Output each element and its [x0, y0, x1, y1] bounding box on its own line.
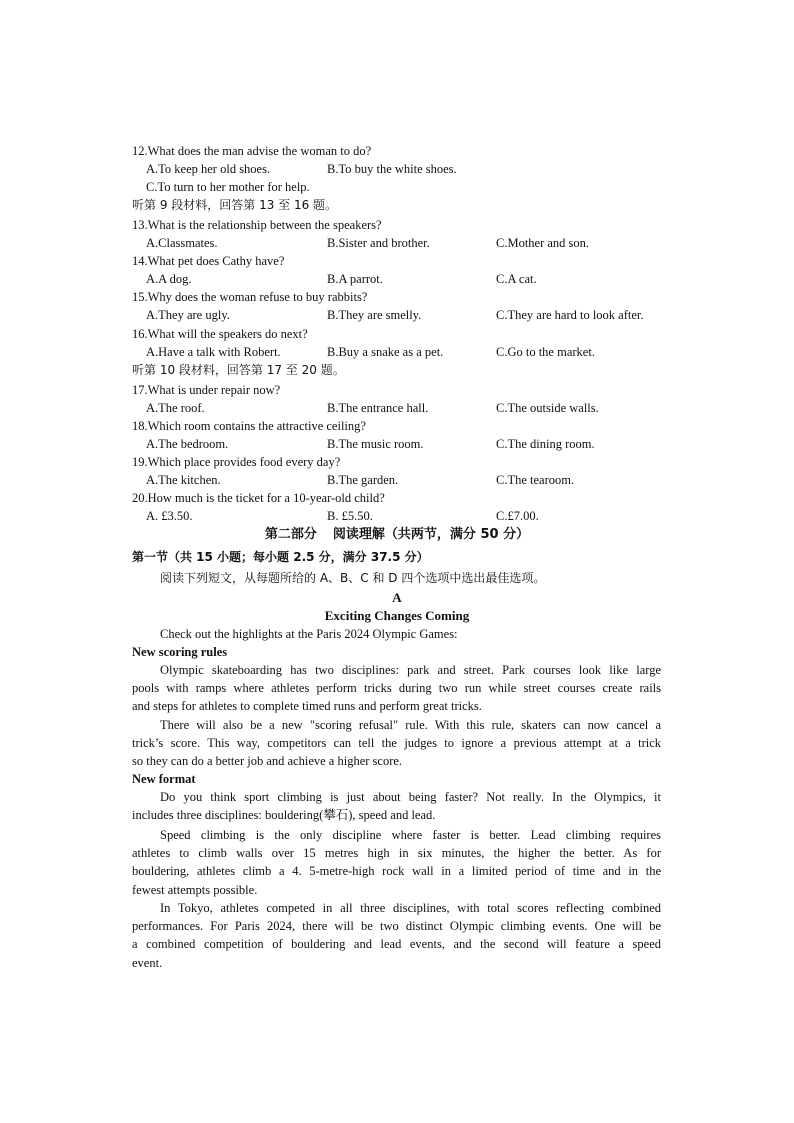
q20-option-c: C.£7.00. — [496, 509, 539, 523]
question-15: 15.Why does the woman refuse to buy rabbits? — [132, 290, 368, 304]
q20-option-a: A. £3.50. — [146, 509, 193, 523]
question-16: 16.What will the speakers do next? — [132, 327, 308, 341]
section-one-heading: 第一节（共 15 小题；每小题 2.5 分，满分 37.5 分） — [132, 550, 429, 564]
paragraph-line: includes three disciplines: bouldering(攀石), speed and lead. — [132, 808, 436, 823]
paragraph-line: Speed climbing is the only discipline where faster is better. Lead climbing requires — [160, 828, 661, 842]
part-two-subtitle: 阅读理解（共两节，满分 50 分） — [332, 527, 530, 542]
paragraph-line: pools with ramps where athletes perform tricks during two run while street courses create rails — [132, 681, 661, 696]
q14-option-b: B.A parrot. — [327, 272, 383, 286]
q17-option-b: B.The entrance hall. — [327, 401, 429, 415]
question-12: 12.What does the man advise the woman to do? — [132, 144, 372, 158]
paragraph-line: Do you think sport climbing is just about being faster? Not really. In the Olympics, it — [160, 790, 661, 804]
q15-option-c: C.They are hard to look after. — [496, 308, 644, 322]
material-10-instruction: 听第 10 段材料，回答第 17 至 20 题。 — [132, 363, 345, 377]
paragraph-line: trick’s score. This way, competitors can tell the judges to ignore a previous attempt at a trick — [132, 736, 661, 751]
question-13: 13.What is the relationship between the speakers? — [132, 218, 382, 232]
q12-option-c: C.To turn to her mother for help. — [146, 180, 310, 194]
q17-option-a: A.The roof. — [146, 401, 205, 415]
q19-option-a: A.The kitchen. — [146, 473, 221, 487]
question-14: 14.What pet does Cathy have? — [132, 254, 285, 268]
q16-option-a: A.Have a talk with Robert. — [146, 345, 281, 359]
paragraph-tokyo-paris — [132, 899, 661, 972]
q20-option-b: B. £5.50. — [327, 509, 373, 523]
q15-option-b: B.They are smelly. — [327, 308, 422, 322]
heading-new-format: New format — [132, 772, 196, 786]
q13-option-a: A.Classmates. — [146, 236, 218, 250]
q16-option-b: B.Buy a snake as a pet. — [327, 345, 444, 359]
paragraph-line: performances. For Paris 2024, there will be two distinct Olympic climbing events. One will be — [132, 919, 661, 934]
heading-new-scoring-rules: New scoring rules — [132, 645, 228, 659]
q13-option-c: C.Mother and son. — [496, 236, 590, 250]
question-20: 20.How much is the ticket for a 10-year-old child? — [132, 491, 385, 505]
q18-option-b: B.The music room. — [327, 437, 424, 451]
q17-option-c: C.The outside walls. — [496, 401, 599, 415]
question-17: 17.What is under repair now? — [132, 383, 281, 397]
paragraph-climbing-disciplines — [132, 826, 661, 899]
reading-instruction: 阅读下列短文，从每题所给的 A、B、C 和 D 四个选项中选出最佳选项。 — [160, 571, 546, 585]
part-two-heading — [0, 526, 794, 544]
q19-option-c: C.The tearoom. — [496, 473, 575, 487]
paragraph-line: athletes to climb walls over 15 metres high in six minutes, the higher the better. As for — [132, 846, 661, 861]
question-18: 18.Which room contains the attractive ceiling? — [132, 419, 366, 433]
paragraph-scoring-refusal — [132, 716, 661, 771]
q13-option-b: B.Sister and brother. — [327, 236, 430, 250]
q12-option-b: B.To buy the white shoes. — [327, 162, 457, 176]
q14-option-c: C.A cat. — [496, 272, 537, 286]
material-9-instruction: 听第 9 段材料，回答第 13 至 16 题。 — [132, 198, 338, 212]
q12-option-a: A.To keep her old shoes. — [146, 162, 271, 176]
passage-intro: Check out the highlights at the Paris 2024 Olympic Games: — [160, 627, 458, 641]
paragraph-line: fewest attempts possible. — [132, 882, 258, 897]
paragraph-sport-climbing — [132, 788, 661, 824]
paragraph-skateboarding — [132, 661, 661, 716]
paragraph-line: event. — [132, 955, 163, 970]
q15-option-a: A.They are ugly. — [146, 308, 230, 322]
paragraph-line: Olympic skateboarding has two disciplines: park and street. Park courses look like large — [160, 663, 661, 677]
paragraph-line: a combined competition of bouldering and lead events, and the second will feature a speed — [132, 937, 661, 952]
question-19: 19.Which place provides food every day? — [132, 455, 341, 469]
part-two-title: 第二部分 — [264, 527, 317, 542]
q18-option-a: A.The bedroom. — [146, 437, 229, 451]
paragraph-line: and steps for athletes to complete timed runs and perform great tricks. — [132, 699, 482, 714]
q16-option-c: C.Go to the market. — [496, 345, 595, 359]
q18-option-c: C.The dining room. — [496, 437, 595, 451]
passage-letter: A — [392, 590, 402, 605]
paragraph-line: There will also be a new "scoring refusal" rule. With this rule, skaters can now cancel a — [160, 718, 661, 732]
paragraph-line: In Tokyo, athletes competed in all three disciplines, with total scores reflecting combined — [160, 901, 661, 915]
paragraph-line: bouldering, athletes climb a 4. 5-metre-high rock wall in a limited period of time and in the — [132, 864, 661, 879]
paragraph-line: so they can do a better job and achieve a higher score. — [132, 754, 403, 769]
q19-option-b: B.The garden. — [327, 473, 399, 487]
q14-option-a: A.A dog. — [146, 272, 192, 286]
passage-title: Exciting Changes Coming — [324, 608, 470, 623]
